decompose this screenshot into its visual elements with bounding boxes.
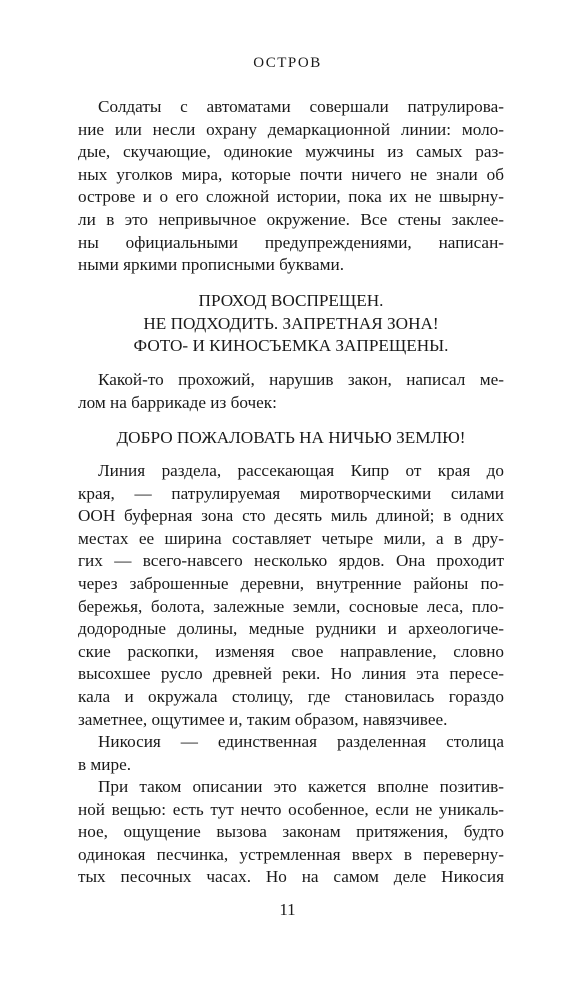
text-line: Никосия — единственная разделенная столица <box>98 732 504 751</box>
paragraph-passerby <box>78 369 504 414</box>
text-line: одинокая песчинка, устремленная вверх в переверну- <box>78 844 504 864</box>
text-line: дые, скучающие, одинокие мужчины из самых раз- <box>78 142 504 162</box>
text-line: гих — всего-навсего несколько ярдов. Она проходит <box>78 551 504 571</box>
text-line: ной вещью: есть тут нечто особенное, если не уникаль- <box>78 799 504 819</box>
text-line: додородные долины, медные рудники и археологиче- <box>78 619 504 639</box>
paragraph-soldiers <box>78 96 504 277</box>
paragraph-nicosia <box>78 731 504 776</box>
sign-line: НЕ ПОДХОДИТЬ. ЗАПРЕТНАЯ ЗОНА! <box>143 313 439 333</box>
text-line: высохшее русло древней реки. Но линия эта пересе- <box>78 664 504 684</box>
running-head: ОСТРОВ <box>253 55 322 71</box>
text-line: через заброшенные деревни, внутренние районы по- <box>78 573 504 593</box>
text-line: ны официальными предупреждениями, написан- <box>78 232 504 252</box>
text-line: бережья, болота, залежные земли, сосновые леса, пло- <box>78 596 504 616</box>
text-line: края, — патрулируемая миротворческими силами <box>78 483 504 503</box>
text-line: ное, ощущение вызова законам притяжения, будто <box>78 822 504 842</box>
text-line: ние или несли охрану демаркационной линии: моло- <box>78 119 504 139</box>
text-line: заметнее, ощутимее и, таким образом, навязчивее. <box>78 709 448 729</box>
text-line: тых песочных часах. Но на самом деле Никосия <box>78 867 504 887</box>
paragraph-description <box>78 776 504 889</box>
sign-line: ФОТО- И КИНОСЪЕМКА ЗАПРЕЩЕНЫ. <box>133 336 449 356</box>
text-line: При таком описании это кажется вполне позитив- <box>98 777 504 796</box>
text-line: в мире. <box>78 754 132 774</box>
text-line: местах ее ширина составляет четыре мили, а в дру- <box>78 528 504 548</box>
text-line: ли в это непривычное окружение. Все стены заклее- <box>78 209 504 229</box>
warning-signs <box>78 290 504 358</box>
page-number: 11 <box>279 900 296 919</box>
text-line: кала и окружала столицу, где становилась гораздо <box>78 686 504 706</box>
paragraph-dividing-line <box>78 460 504 731</box>
graffiti-line: ДОБРО ПОЖАЛОВАТЬ НА НИЧЬЮ ЗЕМЛЮ! <box>116 428 466 447</box>
text-line: Линия раздела, рассекающая Кипр от края до <box>98 461 504 480</box>
text-line: Солдаты с автоматами совершали патрулирова- <box>98 97 504 116</box>
text-line: Какой-то прохожий, нарушив закон, написал ме- <box>98 370 504 389</box>
text-line: острове и о его сложной истории, пока их не швырну- <box>78 187 504 207</box>
text-line: ных уголков мира, которые почти ничего не знали об <box>78 164 504 184</box>
sign-line: ПРОХОД ВОСПРЕЩЕН. <box>198 291 384 310</box>
text-line: ООН буферная зона сто десять миль длиной; в одних <box>78 506 504 526</box>
graffiti-text <box>78 427 504 450</box>
text-line: лом на баррикаде из бочек: <box>78 392 277 412</box>
text-line: ными яркими прописными буквами. <box>78 255 344 275</box>
text-line: ские раскопки, изменяя свое направление, словно <box>78 641 504 661</box>
